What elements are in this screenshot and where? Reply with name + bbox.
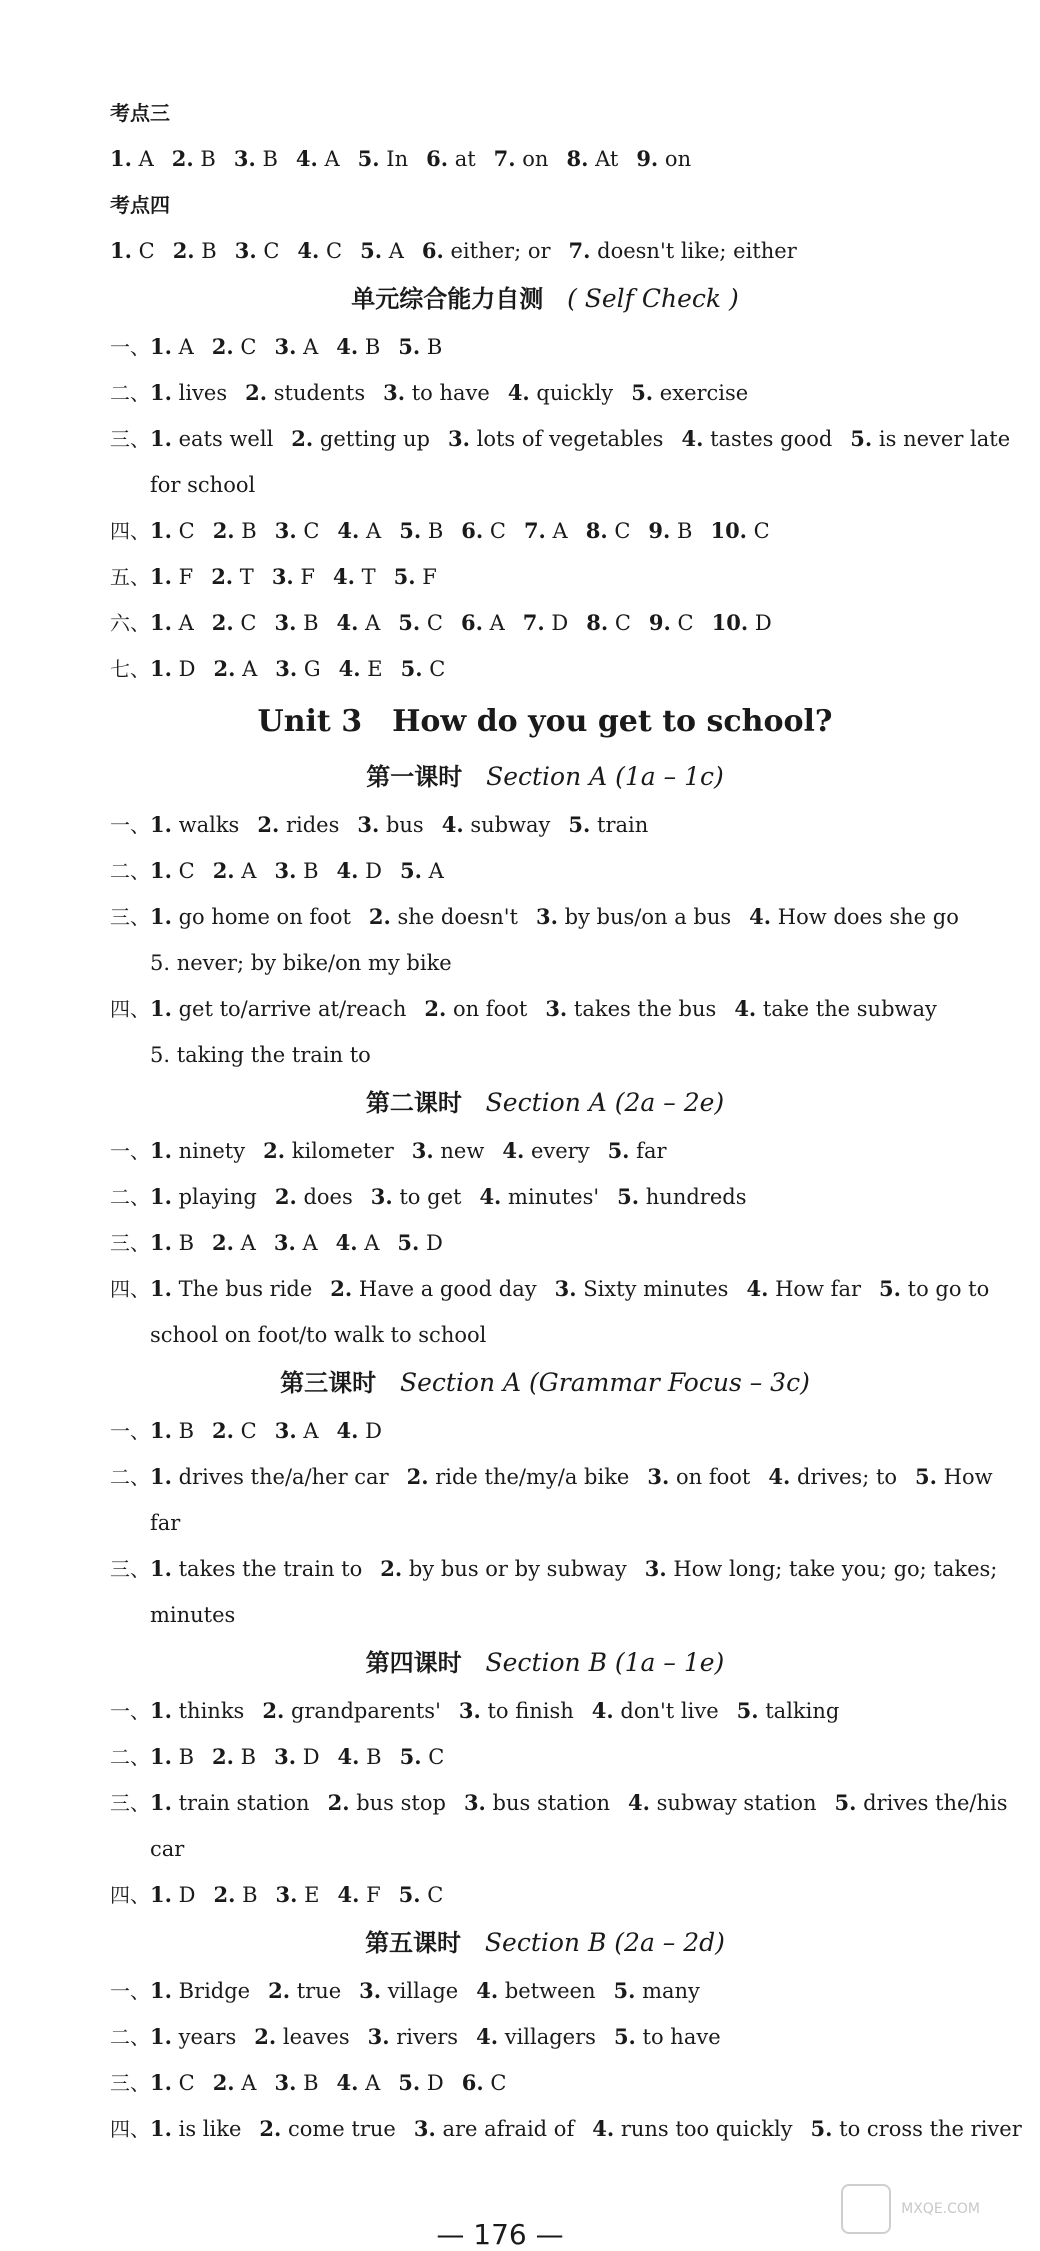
answer-item: 4. A [295,146,340,171]
answer-row [110,1174,980,1220]
answer-item: 1. go home on foot [150,904,351,929]
answer-item: 1. takes the train to [150,1556,363,1581]
answer-item: 3. G [275,656,321,681]
answer-item: 4. quickly [507,380,614,405]
answer-row [110,370,980,416]
answer-continuation: minutes [150,1603,236,1627]
answer-item: 3. B [274,2070,319,2095]
answer-item: 5. far [607,1138,667,1163]
answer-row [110,554,980,600]
lesson-heading-cn: 第四课时 [365,1649,462,1677]
question-group-number: 二、 [110,2025,150,2049]
answer-item: 5. many [613,1978,700,2003]
answer-item: 4. A [336,610,381,635]
answer-item: 2. ride the/my/a bike [406,1464,630,1489]
answer-item: 4. D [336,858,382,883]
answer-row [110,802,980,848]
question-group-number: 二、 [110,859,150,883]
answer-item: 3. How long; take you; go; takes; [644,1556,998,1581]
answer-item: 5. B [398,334,443,359]
answer-item: 2. grandparents' [262,1698,441,1723]
answer-item: 3. A [274,334,319,359]
exam-point-label: 考点三 [110,101,170,125]
question-group-number: 一、 [110,1139,150,1163]
answer-item: 4. subway station [628,1790,817,1815]
answer-item: 10. D [711,610,772,635]
answer-item: 4. F [337,1882,381,1907]
answer-item: 4. E [338,656,383,681]
question-group-number: 七、 [110,657,150,681]
answer-item: 2. A [212,858,257,883]
lesson-heading-en: Section A (2a – 2e) [485,1088,725,1117]
question-group-number: 一、 [110,813,150,837]
answer-item: 5. In [357,146,409,171]
answer-item: 3. B [274,858,319,883]
answer-item: 1. B [150,1744,195,1769]
watermark [780,2184,980,2244]
answer-item: 5. train [568,812,649,837]
answer-item: 5. D [398,2070,444,2095]
answer-item: 3. to get [370,1184,462,1209]
answer-item: 3. by bus/on a bus [535,904,732,929]
answer-row [110,2060,980,2106]
answer-item: 2. C [211,610,257,635]
answer-item: 1. D [150,1882,196,1907]
answer-item: 1. drives the/a/her car [150,1464,389,1489]
exam-point-label: 考点四 [110,193,170,217]
answer-item: 5. F [393,564,437,589]
answer-item: 2. leaves [254,2024,350,2049]
answer-item: 9. C [648,610,694,635]
answer-item: 1. is like [150,2116,242,2141]
unit-heading: Unit 3 How do you get to school? [257,704,833,739]
answer-row [110,600,980,646]
lesson-heading [110,1358,980,1408]
answer-item: 4. B [337,1744,382,1769]
question-group-number: 四、 [110,997,150,1021]
answer-item: 5. to have [613,2024,721,2049]
answer-item: 4. A [337,518,382,543]
answer-item: 6. C [461,2070,507,2095]
lesson-heading-en: Section A (Grammar Focus – 3c) [399,1368,810,1397]
answer-item: 7. D [522,610,569,635]
answer-item: 9. B [648,518,693,543]
answer-item: 1. C [110,238,155,263]
answer-item: 2. B [172,238,217,263]
answer-row [110,986,980,1032]
answer-row [110,1734,980,1780]
answer-item: 1. C [150,2070,195,2095]
lesson-heading [110,274,980,324]
answer-item: 1. ninety [150,1138,246,1163]
lesson-heading-cn: 单元综合能力自测 [351,285,544,313]
question-group-number: 三、 [110,1231,150,1255]
lesson-heading-cn: 第二课时 [365,1089,462,1117]
lesson-heading [110,1078,980,1128]
answer-row [110,1454,993,1500]
answer-item: 1. eats well [150,426,274,451]
answer-item: 3. B [274,610,319,635]
answer-continuation: car [150,1837,185,1861]
answer-item: 3. F [271,564,315,589]
answer-item: 1. walks [150,812,240,837]
answer-item: 1. get to/arrive at/reach [150,996,407,1021]
answer-item: 4. T [333,564,376,589]
answer-row [110,2014,980,2060]
answer-continuation: 5. taking the train to [150,1043,371,1067]
answer-item: 8. C [586,610,631,635]
answer-item: 2. A [212,2070,257,2095]
question-group-number: 一、 [110,1419,150,1443]
question-group-number: 四、 [110,519,150,543]
answer-row [110,646,980,692]
answer-item: 4. villagers [476,2024,596,2049]
page-number: — 176 — [436,2218,564,2251]
answer-row [110,1780,1008,1826]
answer-item: 2. true [268,1978,342,2003]
answer-item: 2. A [213,656,258,681]
answer-item: 5. to cross the river [810,2116,1022,2141]
answer-item: 5. to go to [879,1276,990,1301]
answer-item: 2. kilometer [263,1138,394,1163]
answer-item: 3. A [274,1418,319,1443]
answer-item: 5. C [399,1744,445,1769]
question-group-number: 三、 [110,2071,150,2095]
answer-continuation: 5. never; by bike/on my bike [150,951,452,975]
answer-item: 7. doesn't like; either [568,238,797,263]
answer-item: 5. A [360,238,404,263]
answer-item: 2. B [212,1744,257,1769]
answer-item: 5. exercise [631,380,749,405]
question-group-number: 五、 [110,565,150,589]
answer-item: 3. C [234,238,280,263]
answer-item: 3. takes the bus [545,996,717,1021]
lesson-heading-en: Section A (1a – 1c) [486,762,724,791]
answer-item: 5. is never late [850,426,1011,451]
answer-item: 1. playing [150,1184,257,1209]
lesson-heading-cn: 第三课时 [280,1369,377,1397]
lesson-heading-en: Section B (1a – 1e) [485,1648,725,1677]
answer-item: 3. A [273,1230,318,1255]
answer-item: 3. rivers [367,2024,459,2049]
question-group-number: 三、 [110,1791,150,1815]
answer-item: 3. to finish [458,1698,574,1723]
answer-item: 7. on [493,146,549,171]
answer-item: 1. C [150,518,195,543]
answer-item: 1. B [150,1230,195,1255]
answer-row [110,1968,980,2014]
question-group-number: 二、 [110,381,150,405]
answer-key-content [110,90,1022,2152]
question-group-number: 一、 [110,1979,150,2003]
answer-row [110,508,980,554]
answer-item: 8. C [585,518,631,543]
question-group-number: 六、 [110,611,150,635]
answer-item: 3. bus station [463,1790,611,1815]
answer-item: 2. getting up [291,426,430,451]
answer-item: 3. new [411,1138,485,1163]
answer-item: 4. don't live [591,1698,719,1723]
answer-item: 5. C [400,656,446,681]
answer-item: 5. talking [736,1698,840,1723]
answer-item: 10. C [710,518,770,543]
lesson-heading-en: Section B (2a – 2d) [484,1928,725,1957]
answer-item: 2. B [212,518,257,543]
question-group-number: 四、 [110,1277,150,1301]
answer-continuation: for school [150,473,256,497]
answer-item: 2. by bus or by subway [380,1556,627,1581]
lesson-heading-en: ( Self Check ) [567,284,739,313]
answer-row [110,1408,980,1454]
answer-item: 5. hundreds [617,1184,747,1209]
answer-item: 3. C [274,518,320,543]
question-group-number: 三、 [110,427,150,451]
question-group-number: 三、 [110,905,150,929]
lesson-heading [110,1638,980,1688]
question-group-number: 四、 [110,1883,150,1907]
answer-item: 1. The bus ride [150,1276,313,1301]
answer-row [110,324,980,370]
answer-item: 2. A [212,1230,256,1255]
lesson-heading-cn: 第五课时 [365,1929,462,1957]
answer-item: 5. A [399,858,444,883]
answer-item: 1. lives [150,380,228,405]
answer-item: 2. C [211,334,257,359]
answer-item: 9. on [636,146,692,171]
answer-item: 3. to have [383,380,490,405]
answer-row [110,1688,980,1734]
lesson-heading-cn: 第一课时 [366,763,463,791]
answer-item: 3. D [274,1744,320,1769]
answer-item: 1. A [150,334,194,359]
answer-item: 4. drives; to [768,1464,898,1489]
answer-item: 5. B [399,518,444,543]
answer-item: 5. C [398,610,443,635]
answer-item: 3. on foot [647,1464,751,1489]
question-group-number: 一、 [110,335,150,359]
answer-item: 4. subway [441,812,551,837]
answer-row [110,1546,998,1592]
question-group-number: 三、 [110,1557,150,1581]
answer-item: 3. Sixty minutes [554,1276,729,1301]
answer-item: 2. B [213,1882,258,1907]
answer-continuation: far [150,1511,181,1535]
answer-item: 7. A [523,518,568,543]
answer-item: 2. come true [259,2116,396,2141]
answer-item: 2. rides [257,812,340,837]
watermark-seal-icon [841,2184,891,2234]
answer-item: 4. runs too quickly [592,2116,793,2141]
answer-item: 1. C [150,858,195,883]
answer-item: 3. lots of vegetables [448,426,664,451]
answer-item: 4. minutes' [479,1184,600,1209]
answer-item: 2. Have a good day [330,1276,537,1301]
question-group-number: 一、 [110,1699,150,1723]
answer-row [110,1128,980,1174]
question-group-number: 二、 [110,1745,150,1769]
answer-item: 2. students [245,380,366,405]
answer-item: 1. thinks [150,1698,245,1723]
answer-row [110,1266,990,1312]
answer-row [110,848,980,894]
answer-item: 4. C [297,238,343,263]
answer-item: 4. every [502,1138,590,1163]
answer-item: 1. A [110,146,154,171]
answer-item: 1. D [150,656,196,681]
answer-item: 4. B [336,334,381,359]
answer-item: 4. D [336,1418,382,1443]
answer-item: 3. bus [357,812,424,837]
answer-item: 2. bus stop [327,1790,446,1815]
answer-item: 6. C [461,518,506,543]
answer-item: 5. How [915,1464,993,1489]
answer-item: 1. train station [150,1790,310,1815]
answer-item: 6. A [460,610,505,635]
answer-item: 5. D [397,1230,443,1255]
answer-item: 2. does [274,1184,353,1209]
answer-row [110,228,980,274]
answer-item: 4. A [335,1230,380,1255]
answer-row [110,1220,980,1266]
answer-row [110,894,980,940]
answer-row [110,1872,980,1918]
answer-item: 4. between [476,1978,596,2003]
answer-item: 2. C [212,1418,257,1443]
answer-row [110,416,1011,462]
answer-item: 1. years [150,2024,237,2049]
answer-item: 3. B [233,146,278,171]
answer-item: 2. T [211,564,254,589]
answer-item: 8. At [566,146,619,171]
answer-item: 5. C [398,1882,444,1907]
lesson-heading [110,752,980,802]
question-group-number: 四、 [110,2117,150,2141]
answer-item: 4. How does she go [749,904,959,929]
answer-item: 3. are afraid of [413,2116,575,2141]
answer-item: 2. B [171,146,216,171]
answer-item: 4. take the subway [734,996,937,1021]
answer-item: 3. E [275,1882,320,1907]
question-group-number: 二、 [110,1465,150,1489]
answer-item: 4. How far [746,1276,862,1301]
answer-item: 1. Bridge [150,1978,251,2003]
watermark-text: MXQE.COM [901,2201,980,2217]
answer-item: 1. A [150,610,194,635]
answer-item: 4. A [336,2070,381,2095]
answer-item: 5. drives the/his [834,1790,1008,1815]
answer-item: 3. village [359,1978,459,2003]
answer-item: 2. on foot [424,996,528,1021]
answer-item: 1. F [150,564,194,589]
answer-item: 1. B [150,1418,195,1443]
answer-row [110,136,980,182]
answer-continuation: school on foot/to walk to school [150,1323,487,1347]
answer-item: 4. tastes good [681,426,833,451]
answer-item: 2. she doesn't [368,904,518,929]
question-group-number: 二、 [110,1185,150,1209]
answer-row [110,2106,1022,2152]
answer-item: 6. either; or [421,238,551,263]
lesson-heading [110,1918,980,1968]
answer-item: 6. at [426,146,476,171]
